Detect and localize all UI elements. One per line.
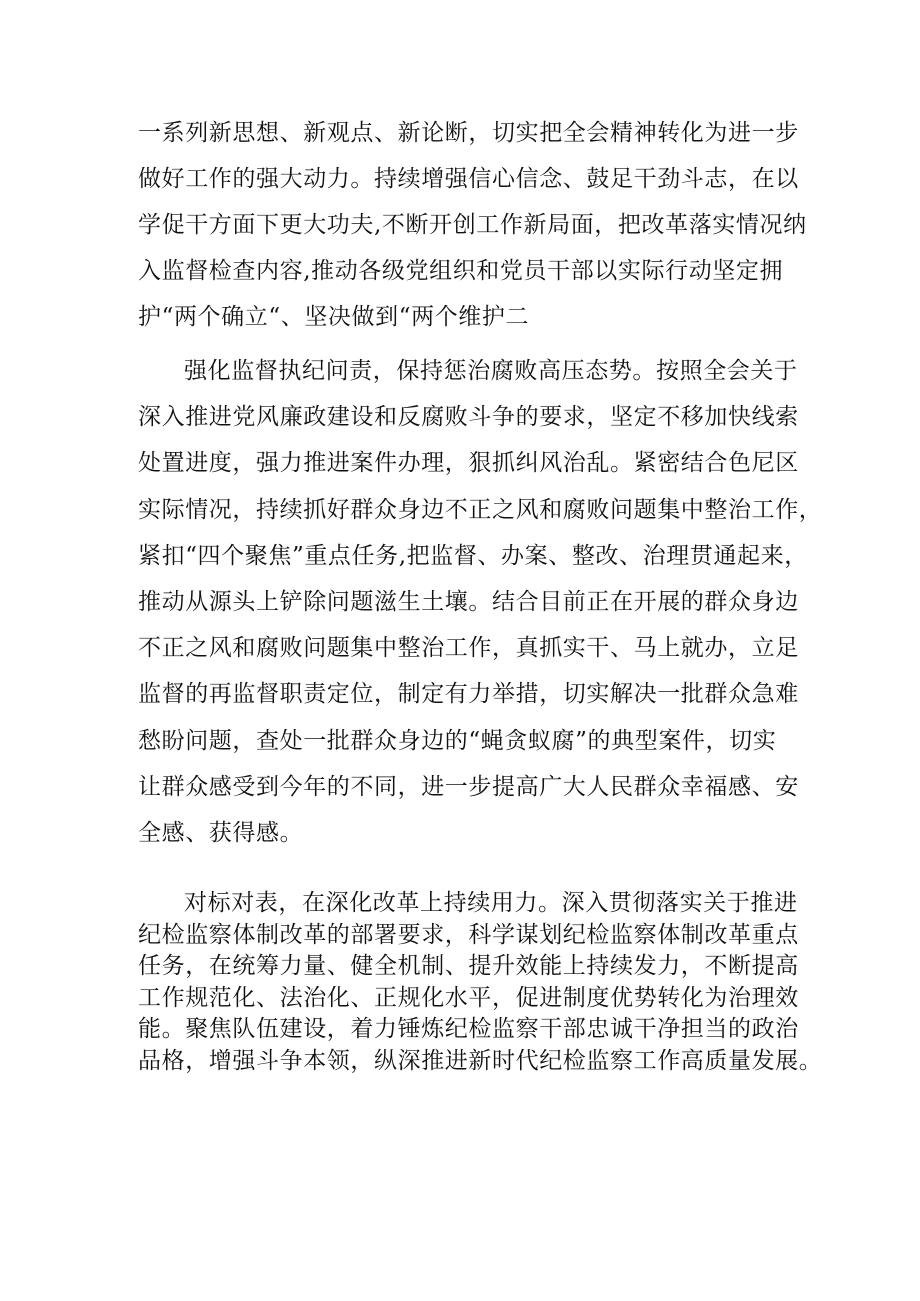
text-line: 愁盼问题，查处一批群众身边的“蝇贪蚁腐”的典型案件，切实	[138, 727, 777, 754]
paragraph-2	[138, 348, 823, 856]
text-line: 强化监督执纪问责，保持惩治腐败高压态势。按照全会关于	[184, 358, 798, 384]
text-line: 紧扣“四个聚焦”重点任务,把监督、办案、整改、治理贯通起来，	[138, 542, 808, 569]
text-line: 推动从源头上铲除问题滋生土壤。结合目前正在开展的群众身边	[138, 588, 799, 615]
text-line: 做好工作的强大动力。持续增强信心信念、鼓足干劲斗志，在以	[138, 166, 799, 192]
text-line: 一系列新思想、新观点、新论断，切实把全会精神转化为进一步	[138, 120, 799, 146]
text-line: 监督的再监督职责定位，制定有力举措，切实解决一批群众急难	[138, 681, 799, 708]
text-line: 入监督检查内容,推动各级党组织和党员干部以实际行动坚定拥	[138, 258, 784, 284]
text-line: 品格，增强斗争本领，纵深推进新时代纪检监察工作高质量发展。	[138, 1047, 823, 1074]
text-line: 对标对表，在深化改革上持续用力。深入贯彻落实关于推进	[184, 890, 798, 916]
text-line: 纪检监察体制改革的部署要求，科学谋划纪检监察体制改革重点	[138, 921, 799, 948]
text-line: 能。聚焦队伍建设，着力锤炼纪检监察干部忠诚干净担当的政治	[138, 1016, 799, 1043]
paragraph-3	[138, 888, 823, 1078]
paragraph-1	[138, 110, 807, 340]
text-line: 不正之风和腐败问题集中整治工作，真抓实干、马上就办，立足	[138, 635, 799, 662]
text-line: 学促干方面下更大功夫,不断开创工作新局面，把改革落实情况纳	[138, 212, 807, 238]
text-line: 深入推进党风廉政建设和反腐败斗争的要求，坚定不移加快线索	[138, 404, 799, 431]
text-line: 让群众感受到今年的不同，进一步提高广大人民群众幸福感、安	[138, 773, 799, 800]
text-line: 实际情况，持续抓好群众身边不正之风和腐败问题集中整治工作，	[138, 496, 823, 523]
text-line: 全感、获得感。	[138, 819, 304, 846]
text-line: 护“两个确立“、坚决做到“两个维护二	[138, 304, 530, 330]
text-line: 处置进度，强力推进案件办理，狠抓纠风治乱。紧密结合色尼区	[138, 450, 799, 477]
text-line: 工作规范化、法治化、正规化水平，促进制度优势转化为治理效	[138, 984, 799, 1011]
text-line: 任务，在统筹力量、健全机制、提升效能上持续发力，不断提高	[138, 953, 799, 980]
